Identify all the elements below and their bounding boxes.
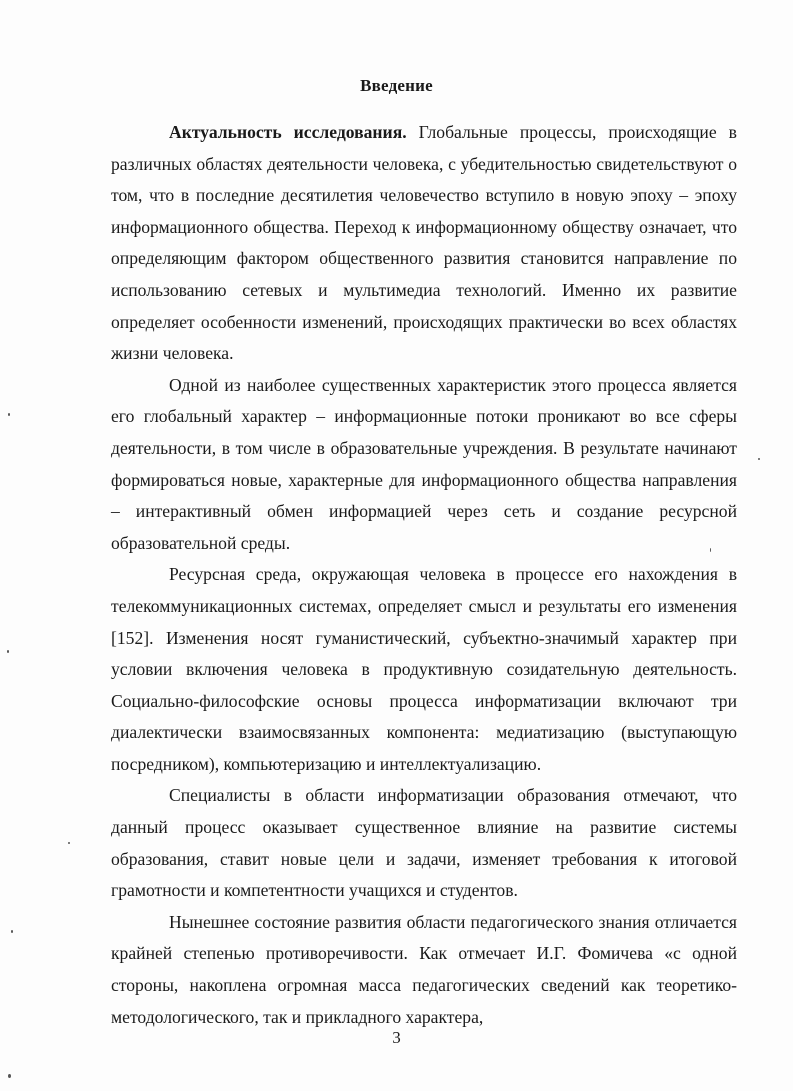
- paragraph-3: [111, 559, 737, 780]
- paragraph-4: [111, 780, 737, 906]
- body-text: [111, 117, 737, 1033]
- scan-speck: [68, 842, 70, 844]
- scan-speck: [758, 458, 760, 460]
- paragraph-5: [111, 907, 737, 1033]
- section-heading: Введение: [360, 76, 433, 95]
- scan-speck: [710, 548, 711, 552]
- paragraph-1: [111, 117, 737, 370]
- paragraph-lead: Актуальность исследования.: [169, 122, 407, 142]
- paragraph-text: Ресурсная среда, окружающая человека в процессе его нахождения в телекоммуникационных системах, определяет смысл и результаты его изменения [152]. Изменения носят гуманистический, субъектно-значимый характер при условии включения человека в продуктивную созидательную деятельность. Социально-философские основы процесса информатизации включают три диалектически взаимосвязанных компонента: медиатизацию (выступающую посредником), компьютеризацию и интеллектуализацию.: [111, 564, 737, 774]
- page-number: 3: [392, 1028, 401, 1047]
- paragraph-text: Специалисты в области информатизации образования отмечают, что данный процесс оказывает существенное влияние на развитие системы образования, ставит новые цели и задачи, изменяет требования к итоговой грамотности и компетентности учащихся и студентов.: [111, 785, 737, 901]
- scan-speck: [8, 413, 10, 416]
- scan-speck: [7, 650, 9, 653]
- paragraph-text: Одной из наиболее существенных характеристик этого процесса является его глобальный характер – информационные потоки проникают во все сферы деятельности, в том числе в образовательные учреждения. В результате начинают формироваться новые, характерные для информационного общества направления – интерактивный обмен информацией через сеть и создание ресурсной образовательной среды.: [111, 374, 737, 553]
- paragraph-text: Нынешнее состояние развития области педагогического знания отличается крайней степенью противоречивости. Как отмечает И.Г. Фомичева «с одной стороны, накоплена огромная масса педагогических сведений как теоретико-методологического, так и прикладного характера,: [111, 911, 737, 1027]
- paragraph-text: Глобальные процессы, происходящие в различных областях деятельности человека, с убедительностью свидетельствуют о том, что в последние десятилетия человечество вступило в новую эпоху – эпоху информационного общества. Переход к информационному обществу означает, что определяющим фактором общественного развития становится направление по использованию сетевых и мультимедиа технологий. Именно их развитие определяет особенности изменений, происходящих практически во всех областях жизни человека.: [111, 122, 737, 364]
- scan-speck: [8, 1074, 11, 1078]
- paragraph-2: [111, 370, 737, 560]
- scan-speck: [11, 930, 13, 933]
